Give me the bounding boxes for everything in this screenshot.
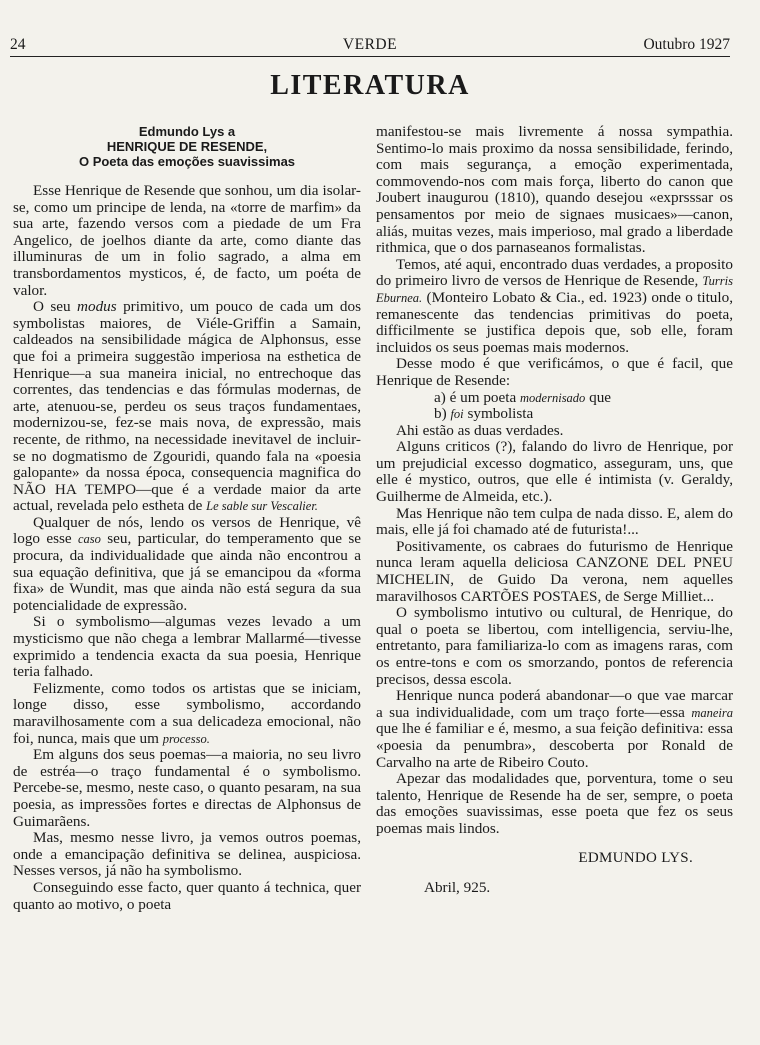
book-title: Turris Eburnea. xyxy=(376,274,733,305)
page-header xyxy=(10,34,730,57)
paragraph: Qualquer de nós, lendo os versos de Henrique, vê logo esse caso seu, particular, do temperamento que se procura, da individualidade que ainda não encontrou a sua equação definitiva, que já se emancipou da «forma fixa» de Wundit, mas que ainda não está segura da sua potencialidade de expressão. xyxy=(13,513,361,614)
paragraph: Temos, até aqui, encontrado duas verdades, a proposito do primeiro livro de versos de Henrique de Resende, Turris Eburnea. (Monteiro Lobato & Cia., ed. 1923) onde o titulo, remanescente das tendencias primitivas do poeta, difficilmente se justifica depois que, sob elle, foram incluidos os seus poemas mais modernos. xyxy=(376,255,733,356)
paragraph: Esse Henrique de Resende que sonhou, um dia isolar-se, como um principe de lenda, na «torre de marfim» da sua arte, fazendo versos com a piedade de um Fra Angelico, de joelhos diante da arte, como diante das illuminuras de um in folio sagrado, a alma em transbordamentos mysticos, é, de facto, um poéta de valor. xyxy=(13,182,361,299)
heading-line-3: O Poeta das emoções suavissimas xyxy=(78,154,296,169)
work-title: Le sable sur Vescalier. xyxy=(206,499,318,514)
section-title: LITERATURA xyxy=(270,70,470,101)
paragraph: Mas, mesmo nesse livro, ja vemos outros poemas, onde a emancipação definitiva se delinea, auspiciosa. Nesses versos, já não ha symbolismo. xyxy=(13,829,361,880)
paragraph: Si o symbolismo—algumas vezes levado a um mysticismo que não chega a lembrar Mallarmé—tivesse exprimido a tendencia exacta da sua poesia, Henrique teria falhado. xyxy=(13,613,361,681)
paragraph: Apezar das modalidades que, porventura, tome o seu talento, Henrique de Resende ha de ser, sempre, o poeta das emoções suavissimas, esse poeta que fez os seus poemas mais lindos. xyxy=(376,770,733,837)
paragraph: manifestou-se mais livremente á nossa sympathia. Sentimo-lo mais proximo da nossa sensibilidade, ferindo, com mais segurança, a emoção experimentada, commovendo-nos com mais força, liberto do canon que Joubert inaugurou (1810), quando desejou «exprsssar os pensamentos por meio de signaes musicaes»—canon, aliás, muitas vezes, mais imperioso, mal grado a liberdade rithmica, que o dos parnaseanos formalistas. xyxy=(376,123,733,257)
page-number: 24 xyxy=(10,36,26,53)
paragraph: O seu modus primitivo, um pouco de cada um dos symbolistas maiores, de Viéle-Griffin a Samain, caldeados na sensibilidade mágica de Alphonsus, esse que foi a primeira suggestão imperiosa na esthetica de Henrique—a sua maneira inicial, no entrechoque das correntes, das tendencias e das fórmulas modernas, de arte, atenuou-se, perdeu os seus traços fundamentaes, modernizou-se, fez-se mais nova, de expressão, mais recente, de rithmo, na necessidade inevitavel de incluir-se no dogmatismo de Zgouridi, quando fala na «poesia galopante» da nossa época, consequencia magnifica do NÃO HA TEMPO—que é a verdade maior da arte actual, revelada pelo estheta de Le sable sur Vescalier. xyxy=(13,298,361,515)
paragraph: Conseguindo esse facto, quer quanto á technica, quer quanto ao motivo, o poeta xyxy=(13,878,361,913)
italic-term: maneira xyxy=(691,705,733,720)
list-item: a) é um poeta modernisado que xyxy=(434,388,612,406)
paragraph: Desse modo é que verificámos, o que é facil, que Henrique de Resende: xyxy=(376,355,733,389)
paragraph: Mas Henrique não tem culpa de nada disso. E, alem do mais, elle já foi chamado até de futurista!... xyxy=(376,504,733,539)
place-date: Abril, 925. xyxy=(424,879,491,897)
left-column xyxy=(13,124,361,913)
paragraph: Alguns criticos (?), falando do livro de Henrique, por um prejudicial excesso dogmatico, asseguram, uns, que elle é mystico, outros, que elle é intimista (v. Geraldy, Guilherme de Almeida, etc.). xyxy=(376,438,733,506)
paragraph: Felizmente, como todos os artistas que se iniciam, longe disso, esse symbolismo, accordando maravilhosamente com a sua delicadeza emocional, não foi, nunca, mais que um processo. xyxy=(13,679,361,747)
verdict-list xyxy=(376,390,733,423)
magazine-name: VERDE xyxy=(342,36,398,53)
letter-heading xyxy=(13,124,361,169)
paragraph: O symbolismo intutivo ou cultural, de Henrique, do qual o poeta se libertou, com intelligencia, serviu-lhe, entretanto, para familiariza-lo com as imagens raras, com os entre-tons e com os smorzando, pontos de referencia precisos, dessa escola. xyxy=(376,604,733,688)
list-item: b) foi symbolista xyxy=(434,405,534,423)
italic-term: caso xyxy=(77,532,101,547)
italic-term: modus xyxy=(77,298,117,316)
paragraph: Henrique nunca poderá abandonar—o que vae marcar a sua individualidade, com um traço forte—essa maneira que lhe é familiar e é, mesmo, a sua feição definitiva: essa «poesia da penumbra», descoberta por Ronald de Carvalho na arte de Ribeiro Couto. xyxy=(376,687,733,771)
paragraph: Positivamente, os cabraes do futurismo de Henrique nunca leram aquella deliciosa CANZONE DEL PNEU MICHELIN, de Guido Da verona, nem aquelles maravilhosos CARTÕES POSTAES, de Serge Milliet... xyxy=(376,537,733,605)
paragraph: Em alguns dos seus poemas—a maioria, no seu livro de estréa—o traço fundamental é o symbolismo. Percebe-se, mesmo, neste caso, o quanto pesaram, na sua poesia, as impressões fortes e directas de Alphonsus de Guimarãens. xyxy=(13,746,361,830)
heading-line-2: HENRIQUE DE RESENDE, xyxy=(106,139,268,154)
issue-date: Outubro 1927 xyxy=(643,36,730,53)
heading-line-1: Edmundo Lys a xyxy=(138,124,236,139)
right-column xyxy=(376,124,733,897)
paragraph: Ahi estão as duas verdades. xyxy=(396,421,564,439)
italic-term: processo. xyxy=(162,731,210,746)
author-signature: EDMUNDO LYS. xyxy=(578,849,693,866)
